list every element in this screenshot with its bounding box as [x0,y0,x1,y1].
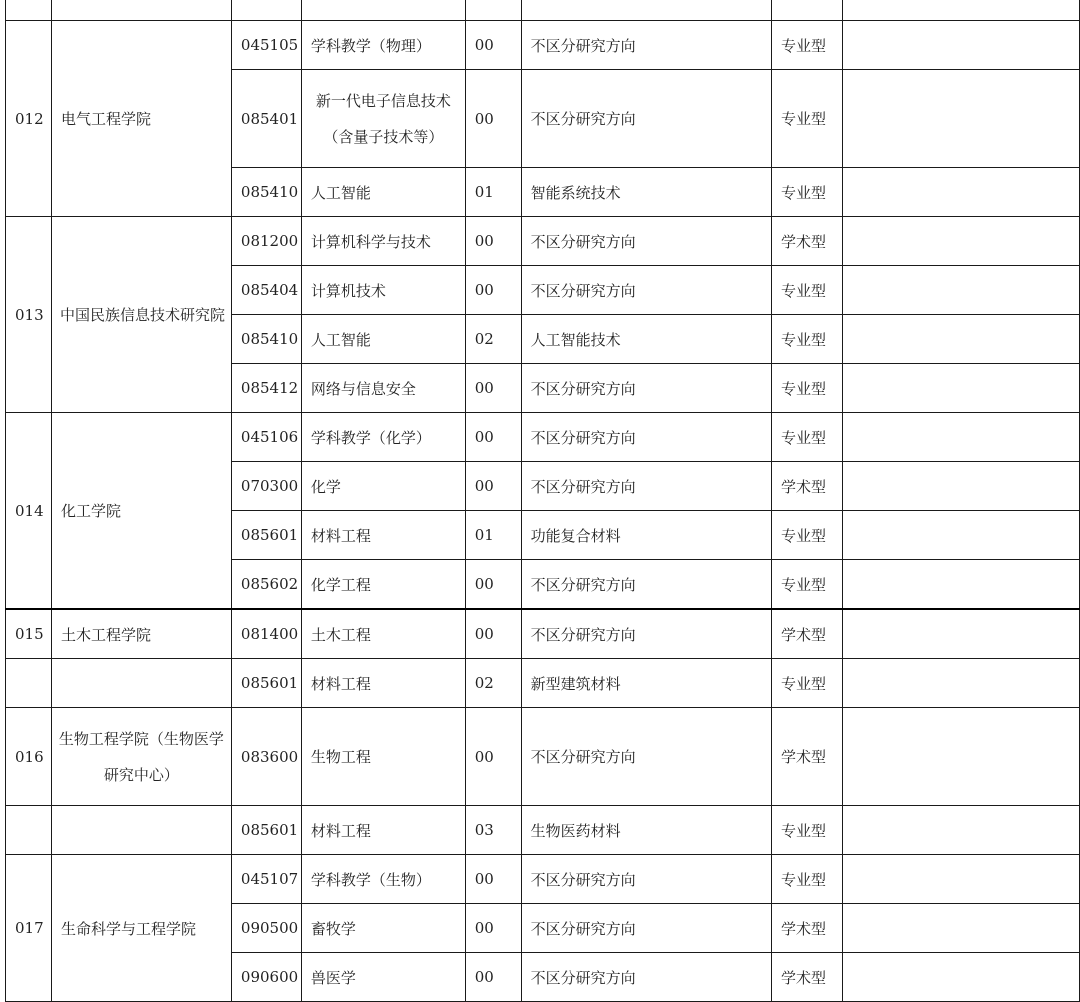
major-code-cell: 085601 [231,511,301,560]
type-cell: 专业型 [772,659,843,708]
dir-code-cell: 00 [465,609,521,659]
major-code-cell: 090500 [231,904,301,953]
type-cell: 专业型 [772,168,843,217]
dir-name-cell: 不区分研究方向 [521,413,771,462]
table-row [6,217,1080,266]
program-table [5,0,1080,1002]
dept-code-cell [6,0,52,21]
dept-name-cell: 生物工程学院（生物医学研究中心） [51,708,231,806]
note-cell [842,21,1079,70]
dir-name-cell: 不区分研究方向 [521,462,771,511]
major-name-cell: 学科教学（化学） [301,413,465,462]
major-code-cell: 083600 [231,708,301,806]
major-code-cell: 085412 [231,364,301,413]
dept-name-cell [51,0,231,21]
dir-code-cell: 00 [465,21,521,70]
dept-name-cell: 化工学院 [51,413,231,610]
dir-name-cell: 不区分研究方向 [521,266,771,315]
major-code-cell: 070300 [231,462,301,511]
dir-name-cell: 不区分研究方向 [521,70,771,168]
dir-name-cell [521,0,771,21]
table-row [6,659,1080,708]
note-cell [842,462,1079,511]
dept-code-cell: 016 [6,708,52,806]
dir-code-cell: 00 [465,560,521,610]
major-name-cell: 畜牧学 [301,904,465,953]
dir-name-cell: 新型建筑材料 [521,659,771,708]
dept-name-cell: 土木工程学院 [51,609,231,659]
major-name-cell: 人工智能 [301,315,465,364]
type-cell: 专业型 [772,560,843,610]
type-cell: 学术型 [772,217,843,266]
note-cell [842,953,1079,1002]
dir-code-cell: 00 [465,462,521,511]
dir-code-cell: 00 [465,708,521,806]
major-code-cell: 085601 [231,659,301,708]
note-cell [842,659,1079,708]
note-cell [842,560,1079,610]
dept-name-cell: 中国民族信息技术研究院 [51,217,231,413]
dir-code-cell: 00 [465,217,521,266]
major-name-cell: 学科教学（生物） [301,855,465,904]
type-cell: 专业型 [772,315,843,364]
dir-name-cell: 人工智能技术 [521,315,771,364]
major-name-cell: 新一代电子信息技术（含量子技术等） [301,70,465,168]
dept-code-cell: 014 [6,413,52,610]
dir-name-cell: 不区分研究方向 [521,708,771,806]
type-cell: 专业型 [772,855,843,904]
type-cell: 学术型 [772,708,843,806]
major-code-cell: 045106 [231,413,301,462]
major-name-cell: 网络与信息安全 [301,364,465,413]
major-code-cell: 085410 [231,315,301,364]
major-name-cell: 兽医学 [301,953,465,1002]
dept-name-cell: 电气工程学院 [51,21,231,217]
major-name-cell: 材料工程 [301,659,465,708]
note-cell [842,708,1079,806]
major-name-cell [301,0,465,21]
major-code-cell: 090600 [231,953,301,1002]
type-cell: 学术型 [772,953,843,1002]
note-cell [842,806,1079,855]
major-name-cell: 生物工程 [301,708,465,806]
dir-name-cell: 生物医药材料 [521,806,771,855]
table-row [6,708,1080,806]
dept-code-cell: 015 [6,609,52,659]
type-cell: 学术型 [772,609,843,659]
note-cell [842,364,1079,413]
type-cell: 专业型 [772,266,843,315]
dir-code-cell: 00 [465,70,521,168]
major-name-cell: 计算机技术 [301,266,465,315]
major-code-cell: 085601 [231,806,301,855]
note-cell [842,315,1079,364]
major-code-cell: 045105 [231,21,301,70]
dir-name-cell: 不区分研究方向 [521,560,771,610]
major-code-cell: 085602 [231,560,301,610]
major-code-cell: 081200 [231,217,301,266]
dept-name-cell [51,806,231,855]
major-code-cell: 085401 [231,70,301,168]
dir-code-cell: 00 [465,855,521,904]
dept-code-cell [6,806,52,855]
type-cell: 学术型 [772,462,843,511]
major-name-cell: 化学工程 [301,560,465,610]
major-name-cell: 材料工程 [301,806,465,855]
program-table-body [6,0,1080,1002]
dir-name-cell: 不区分研究方向 [521,217,771,266]
note-cell [842,904,1079,953]
dept-code-cell: 012 [6,21,52,217]
note-cell [842,0,1079,21]
dir-name-cell: 不区分研究方向 [521,21,771,70]
dir-code-cell: 01 [465,168,521,217]
dept-code-cell [6,659,52,708]
dir-name-cell: 不区分研究方向 [521,609,771,659]
table-row [6,609,1080,659]
dir-name-cell: 不区分研究方向 [521,855,771,904]
dept-code-cell: 017 [6,855,52,1002]
type-cell: 学术型 [772,904,843,953]
note-cell [842,855,1079,904]
major-name-cell: 化学 [301,462,465,511]
dir-code-cell: 00 [465,266,521,315]
major-name-cell: 材料工程 [301,511,465,560]
major-name-cell: 人工智能 [301,168,465,217]
type-cell: 专业型 [772,413,843,462]
major-code-cell [231,0,301,21]
table-row [6,0,1080,21]
note-cell [842,413,1079,462]
dir-name-cell: 智能系统技术 [521,168,771,217]
dir-code-cell: 01 [465,511,521,560]
dir-code-cell: 00 [465,904,521,953]
note-cell [842,168,1079,217]
type-cell: 专业型 [772,70,843,168]
major-name-cell: 土木工程 [301,609,465,659]
major-code-cell: 045107 [231,855,301,904]
note-cell [842,609,1079,659]
dir-code-cell: 00 [465,364,521,413]
type-cell [772,0,843,21]
dir-code-cell: 03 [465,806,521,855]
note-cell [842,266,1079,315]
table-row [6,413,1080,462]
dir-name-cell: 不区分研究方向 [521,364,771,413]
dir-code-cell: 00 [465,413,521,462]
major-name-cell: 计算机科学与技术 [301,217,465,266]
table-row [6,21,1080,70]
dir-code-cell: 02 [465,659,521,708]
dir-code-cell [465,0,521,21]
dir-code-cell: 00 [465,953,521,1002]
table-row [6,855,1080,904]
dir-name-cell: 不区分研究方向 [521,953,771,1002]
dept-code-cell: 013 [6,217,52,413]
major-name-cell: 学科教学（物理） [301,21,465,70]
note-cell [842,217,1079,266]
dept-name-cell [51,659,231,708]
note-cell [842,70,1079,168]
type-cell: 专业型 [772,364,843,413]
dir-name-cell: 不区分研究方向 [521,904,771,953]
major-code-cell: 081400 [231,609,301,659]
table-row [6,806,1080,855]
table-wrapper [5,0,1080,1002]
type-cell: 专业型 [772,806,843,855]
dir-code-cell: 02 [465,315,521,364]
type-cell: 专业型 [772,511,843,560]
dir-name-cell: 功能复合材料 [521,511,771,560]
type-cell: 专业型 [772,21,843,70]
major-code-cell: 085404 [231,266,301,315]
dept-name-cell: 生命科学与工程学院 [51,855,231,1002]
note-cell [842,511,1079,560]
major-code-cell: 085410 [231,168,301,217]
